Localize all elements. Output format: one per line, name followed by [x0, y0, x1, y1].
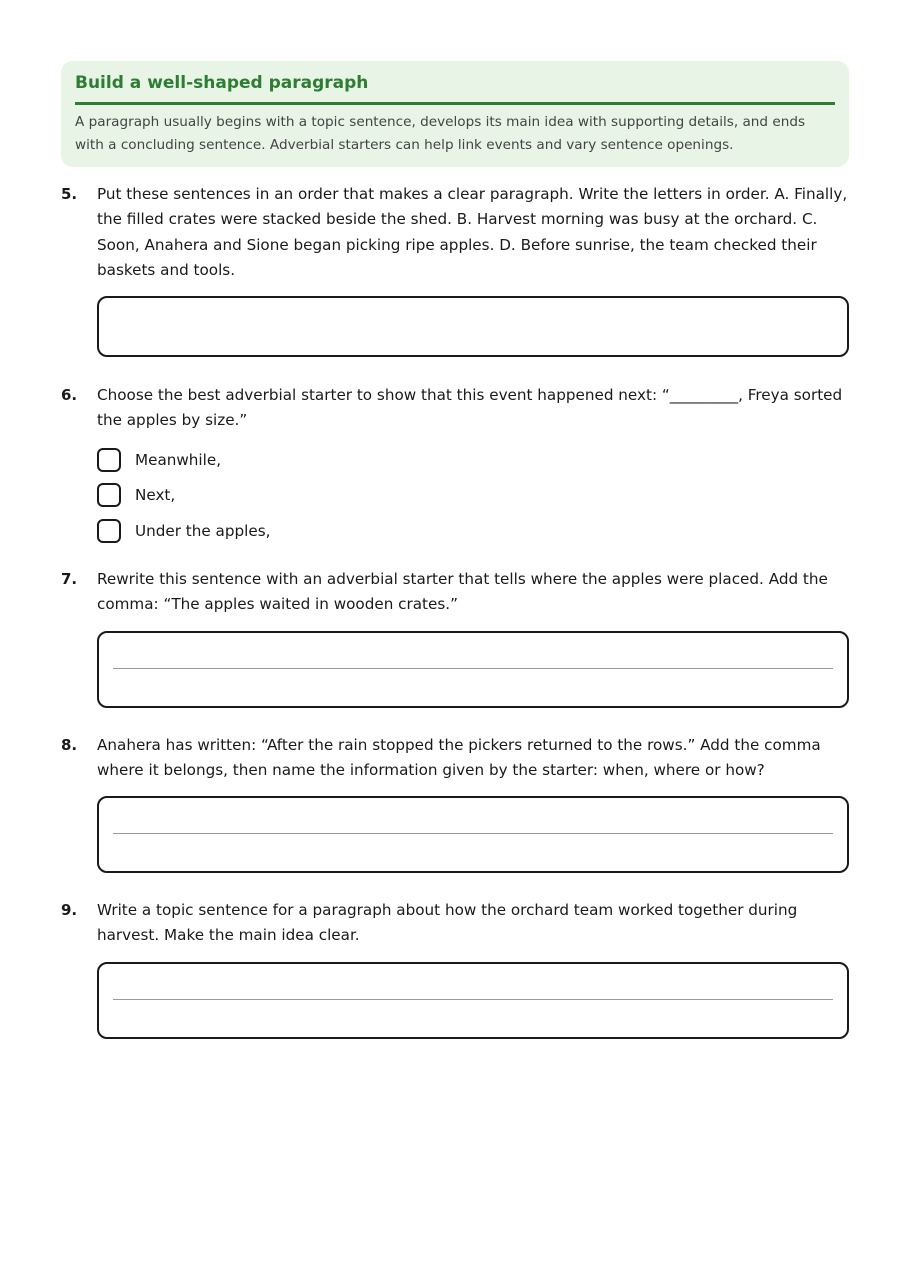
checkbox[interactable]: [97, 448, 121, 472]
question-6: [61, 383, 849, 540]
writing-line: [113, 833, 833, 834]
question-number: 8.: [61, 736, 78, 754]
question-text: Put these sentences in an order that makes a clear paragraph. Write the letters in order. A. Finally, the filled crates were stacked beside the shed. B. Harvest morning was busy at the orchard. C. Soon, Anahera and Sione began picking ripe apples. D. Before sunrise, the team checked their baskets and tools.: [97, 185, 848, 279]
answer-box-9[interactable]: [97, 962, 849, 1039]
answer-box-5[interactable]: [97, 296, 849, 357]
question-number: 6.: [61, 386, 78, 404]
question-text: Anahera has written: “After the rain stopped the pickers returned to the rows.” Add the comma where it belongs, then name the information given by the starter: when, where or how?: [97, 736, 821, 780]
question-9: [61, 898, 849, 949]
question-5: [61, 182, 849, 283]
callout-title: Build a well-shaped paragraph: [75, 73, 369, 93]
callout-divider: [75, 102, 835, 105]
checkbox[interactable]: [97, 519, 121, 543]
option-label: Meanwhile,: [135, 451, 222, 469]
option-next[interactable]: [97, 481, 175, 509]
writing-line: [113, 668, 833, 669]
question-number: 5.: [61, 185, 78, 203]
question-text: Rewrite this sentence with an adverbial starter that tells where the apples were placed. Add the comma: “The apples waited in wooden crates.”: [97, 570, 828, 614]
option-meanwhile[interactable]: [97, 446, 221, 474]
question-text: Choose the best adverbial starter to show that this event happened next: “_________, Freya sorted the apples by size.”: [97, 386, 843, 430]
option-label: Next,: [135, 486, 176, 504]
callout-body: A paragraph usually begins with a topic sentence, develops its main idea with supporting details, and ends with a concluding sentence. Adverbial starters can help link events and vary sentence openings.: [75, 114, 806, 153]
answer-box-8[interactable]: [97, 796, 849, 873]
info-callout: [61, 61, 849, 167]
option-under-the-apples[interactable]: [97, 517, 270, 545]
question-text: Write a topic sentence for a paragraph about how the orchard team worked together during harvest. Make the main idea clear.: [97, 901, 798, 945]
question-number: 9.: [61, 901, 78, 919]
option-label: Under the apples,: [135, 522, 271, 540]
checkbox[interactable]: [97, 483, 121, 507]
question-8: [61, 733, 849, 784]
question-number: 7.: [61, 570, 78, 588]
writing-line: [113, 999, 833, 1000]
question-7: [61, 567, 849, 618]
answer-box-7[interactable]: [97, 631, 849, 708]
